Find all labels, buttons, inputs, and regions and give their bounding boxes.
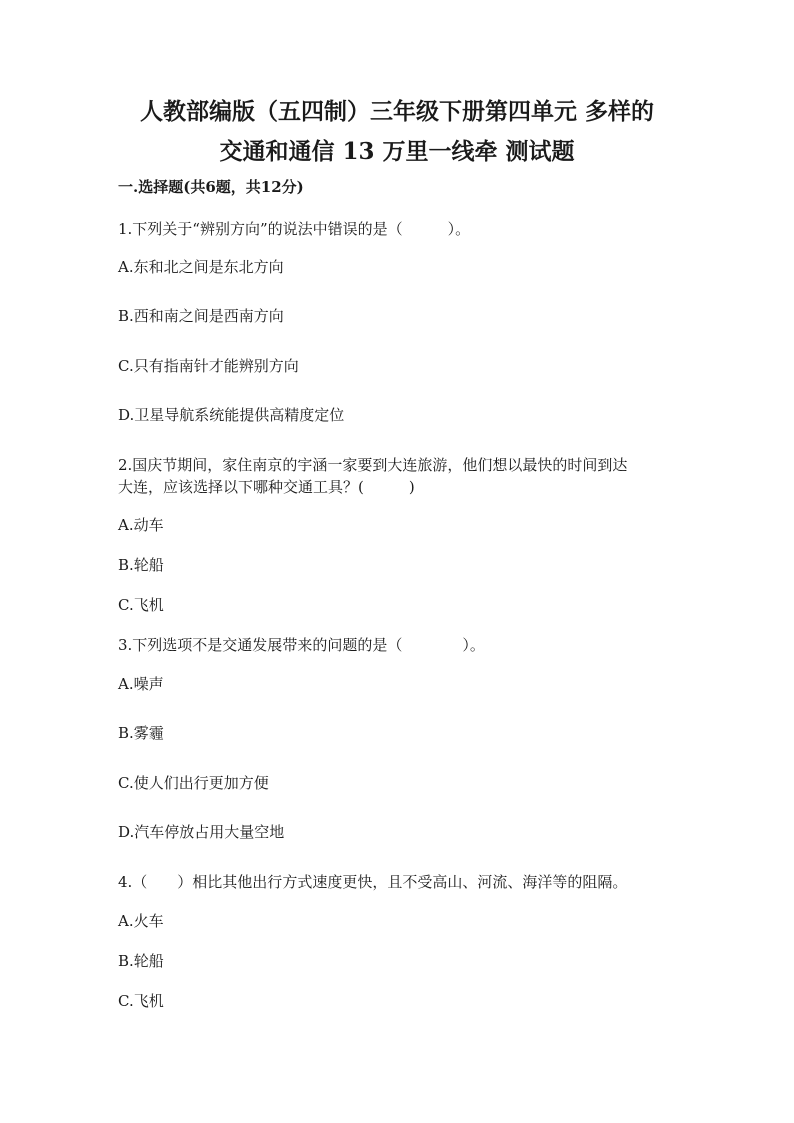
question-1-stem: 1.下列关于“辨别方向”的说法中错误的是（ ）。 bbox=[118, 220, 471, 238]
question-1-option-c: C.只有指南针才能辨别方向 bbox=[118, 357, 299, 375]
question-3-option-a: A.噪声 bbox=[118, 675, 164, 693]
section-header: 一.选择题(共6题，共12分) bbox=[118, 178, 304, 196]
title-line-2: 交通和通信 13 万里一线牵 测试题 bbox=[219, 138, 575, 165]
question-4-option-a: A.火车 bbox=[118, 912, 164, 930]
title-line-1: 人教部编版（五四制）三年级下册第四单元 多样的 bbox=[139, 98, 654, 125]
question-3-option-b: B.雾霾 bbox=[118, 724, 164, 742]
question-4-option-b: B.轮船 bbox=[118, 952, 164, 970]
question-3-option-c: C.使人们出行更加方便 bbox=[118, 774, 269, 792]
question-1-option-d: D.卫星导航系统能提供高精度定位 bbox=[118, 406, 345, 424]
question-2-stem-line-2: 大连，应该选择以下哪种交通工具？( ) bbox=[118, 478, 415, 496]
question-1-option-a: A.东和北之间是东北方向 bbox=[118, 258, 284, 276]
question-2-stem-line-1: 2.国庆节期间，家住南京的宇涵一家要到大连旅游，他们想以最快的时间到达 bbox=[118, 456, 628, 474]
question-2-option-c: C.飞机 bbox=[118, 596, 164, 614]
question-3-option-d: D.汽车停放占用大量空地 bbox=[118, 823, 285, 841]
question-4-option-c: C.飞机 bbox=[118, 992, 164, 1010]
question-4-stem: 4.（ ）相比其他出行方式速度更快，且不受高山、河流、海洋等的阻隔。 bbox=[118, 873, 628, 891]
question-2-option-b: B.轮船 bbox=[118, 556, 164, 574]
question-2-option-a: A.动车 bbox=[118, 516, 164, 534]
question-1-option-b: B.西和南之间是西南方向 bbox=[118, 307, 284, 325]
question-3-stem: 3.下列选项不是交通发展带来的问题的是（ ）。 bbox=[118, 636, 485, 654]
page-title bbox=[110, 92, 684, 172]
